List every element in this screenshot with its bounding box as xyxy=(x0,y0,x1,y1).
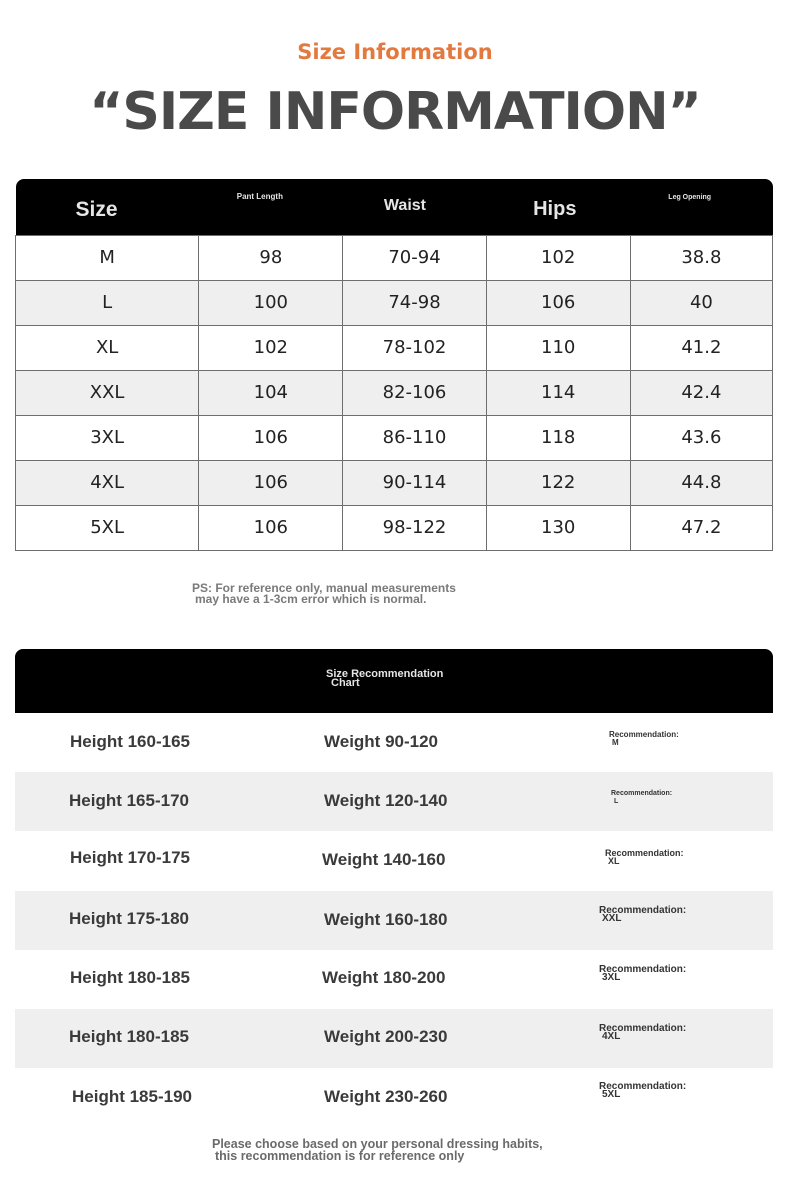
cell-waist: 70-94 xyxy=(343,235,486,280)
recommended-size-label: Recommendation: xyxy=(599,905,687,916)
col-pant-length xyxy=(199,179,343,235)
cell-size: 3XL xyxy=(16,415,199,460)
col-waist-label: Waist xyxy=(383,197,426,214)
recommended-size-value: 5XL xyxy=(602,1089,621,1100)
reference-note-line2: this recommendation is for reference only xyxy=(215,1149,465,1163)
weight-range: Weight 200-230 xyxy=(324,1027,448,1046)
cell-waist: 74-98 xyxy=(343,280,486,325)
table-row xyxy=(16,280,773,325)
recommendation-row xyxy=(15,1068,773,1127)
recommendation-header xyxy=(15,649,773,713)
cell-size: XXL xyxy=(16,370,199,415)
cell-leg-opening: 43.6 xyxy=(630,415,772,460)
height-range: Height 180-185 xyxy=(69,1027,189,1046)
cell-waist: 86-110 xyxy=(343,415,486,460)
col-size xyxy=(16,179,199,235)
recommended-size xyxy=(599,1083,686,1099)
cell-pant-length: 98 xyxy=(199,235,343,280)
recommendation-row xyxy=(15,1009,773,1068)
reference-note xyxy=(212,1138,632,1162)
cell-waist: 82-106 xyxy=(343,370,486,415)
cell-pant-length: 106 xyxy=(199,505,343,550)
recommended-size-label: Recommendation: xyxy=(609,730,679,739)
cell-pant-length: 102 xyxy=(199,325,343,370)
table-row xyxy=(16,415,773,460)
recommended-size-value: L xyxy=(614,798,619,805)
cell-hips: 118 xyxy=(486,415,630,460)
recommended-size xyxy=(605,849,684,865)
col-hips xyxy=(486,179,630,235)
height-range: Height 180-185 xyxy=(70,968,190,987)
weight-range: Weight 230-260 xyxy=(324,1087,448,1106)
recommendation-row xyxy=(15,831,773,890)
recommended-size-label: Recommendation: xyxy=(599,1023,687,1034)
recommended-size xyxy=(609,731,679,747)
height-range: Height 165-170 xyxy=(69,791,189,810)
cell-size: L xyxy=(16,280,199,325)
measurement-note-line1: PS: For reference only, manual measurements xyxy=(192,581,456,595)
cell-hips: 114 xyxy=(486,370,630,415)
height-range: Height 160-165 xyxy=(70,732,190,751)
height-range: Height 185-190 xyxy=(72,1087,192,1106)
cell-hips: 106 xyxy=(486,280,630,325)
recommended-size-label: Recommendation: xyxy=(611,790,673,797)
weight-range: Weight 120-140 xyxy=(324,791,448,810)
recommendation-title-line2: Chart xyxy=(331,677,360,689)
height-range: Height 175-180 xyxy=(69,909,189,928)
weight-range: Weight 160-180 xyxy=(324,910,448,929)
table-row xyxy=(16,325,773,370)
cell-hips: 110 xyxy=(486,325,630,370)
cell-hips: 130 xyxy=(486,505,630,550)
cell-leg-opening: 44.8 xyxy=(630,460,772,505)
table-row xyxy=(16,235,773,280)
recommendation-row xyxy=(15,772,773,831)
cell-hips: 102 xyxy=(486,235,630,280)
page-title: “SIZE INFORMATION” xyxy=(89,82,701,142)
recommendation-title-line1: Size Recommendation xyxy=(326,668,444,680)
table-row xyxy=(16,505,773,550)
recommendation-row xyxy=(15,891,773,950)
cell-size: M xyxy=(16,235,199,280)
recommended-size-value: M xyxy=(612,738,619,747)
weight-range: Weight 180-200 xyxy=(322,968,446,987)
recommendation-row xyxy=(15,950,773,1009)
cell-waist: 78-102 xyxy=(343,325,486,370)
height-range: Height 170-175 xyxy=(70,848,190,867)
recommended-size-label: Recommendation: xyxy=(605,848,684,858)
weight-range: Weight 90-120 xyxy=(324,732,439,751)
cell-size: 5XL xyxy=(16,505,199,550)
size-table xyxy=(15,179,773,551)
cell-leg-opening: 40 xyxy=(630,280,772,325)
cell-leg-opening: 38.8 xyxy=(630,235,772,280)
col-leg-opening xyxy=(630,179,772,235)
cell-pant-length: 104 xyxy=(199,370,343,415)
col-hips-label: Hips xyxy=(533,198,577,220)
measurement-note-line2: may have a 1-3cm error which is normal. xyxy=(195,592,427,606)
table-row xyxy=(16,460,773,505)
cell-size: 4XL xyxy=(16,460,199,505)
col-waist xyxy=(343,179,486,235)
col-size-label: Size xyxy=(75,198,118,221)
reference-note-line1: Please choose based on your personal dressing habits, xyxy=(212,1137,543,1151)
cell-hips: 122 xyxy=(486,460,630,505)
recommended-size-label: Recommendation: xyxy=(599,964,687,975)
col-leg-opening-label: Leg Opening xyxy=(668,194,712,201)
recommended-size-value: XXL xyxy=(602,913,622,924)
cell-size: XL xyxy=(16,325,199,370)
recommended-size xyxy=(599,1025,686,1041)
size-table-header xyxy=(16,179,773,235)
recommended-size-value: XL xyxy=(608,856,620,866)
measurement-note xyxy=(192,583,592,605)
cell-leg-opening: 42.4 xyxy=(630,370,772,415)
cell-leg-opening: 41.2 xyxy=(630,325,772,370)
recommended-size xyxy=(599,907,686,923)
recommendation-row xyxy=(15,713,773,772)
recommended-size-label: Recommendation: xyxy=(599,1081,687,1092)
table-row xyxy=(16,370,773,415)
cell-pant-length: 106 xyxy=(199,415,343,460)
cell-pant-length: 106 xyxy=(199,460,343,505)
recommended-size xyxy=(611,790,672,806)
recommended-size-value: 3XL xyxy=(602,972,621,983)
cell-leg-opening: 47.2 xyxy=(630,505,772,550)
cell-waist: 98-122 xyxy=(343,505,486,550)
cell-waist: 90-114 xyxy=(343,460,486,505)
cell-pant-length: 100 xyxy=(199,280,343,325)
recommended-size xyxy=(599,966,686,982)
recommendation-title xyxy=(326,670,443,688)
weight-range: Weight 140-160 xyxy=(322,850,446,869)
subtitle: Size Information xyxy=(297,40,493,64)
col-pant-length-label: Pant Length xyxy=(236,192,283,201)
recommended-size-value: 4XL xyxy=(602,1031,621,1042)
